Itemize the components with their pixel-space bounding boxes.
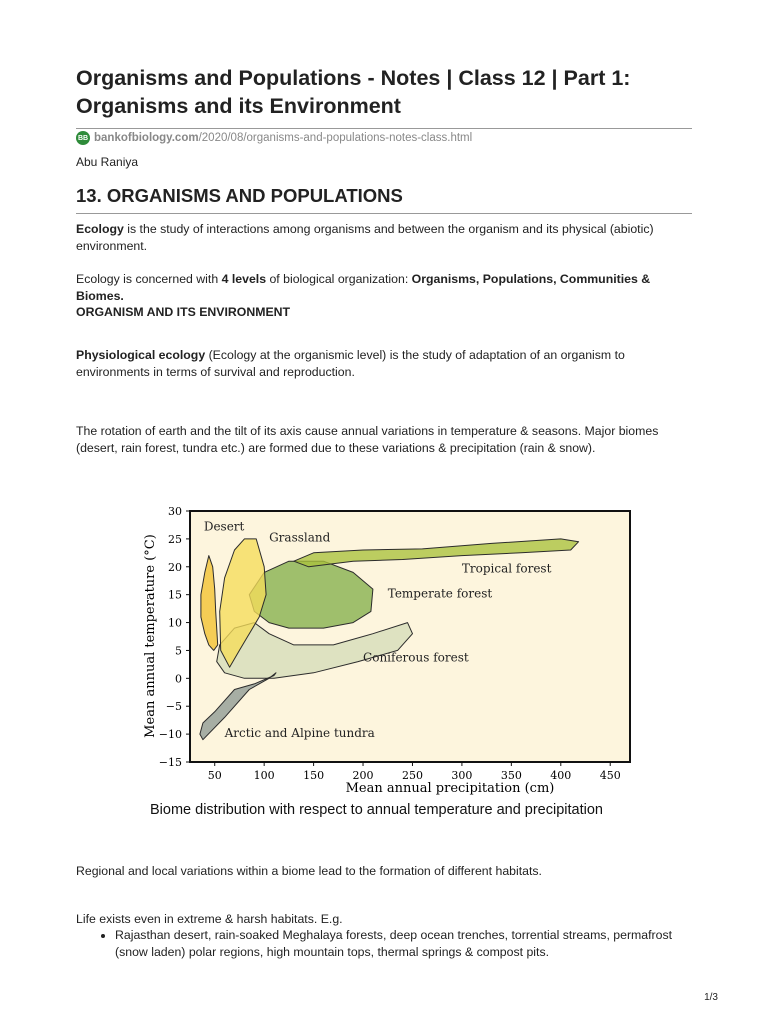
title-divider [76,128,692,129]
region-label: Coniferous forest [363,650,469,665]
y-tick-label: −15 [158,756,182,769]
region-label: Grassland [269,530,331,545]
list-item: • Rajasthan desert, rain-soaked Meghalaya forests, deep ocean trenches, torrential streams, permafrost (snow laden) polar regions, high mountain tops, thermal springs & compost pits. [115,927,705,960]
region-label: Temperate forest [387,586,493,601]
x-tick-label: 300 [451,769,473,782]
y-tick-label: −5 [165,700,182,714]
biome-intro: The rotation of earth and the tilt of its axis cause annual variations in temperature & seasons. Major biomes (desert, rain forest, tundra etc.) are formed due to these variations & precipitation (rain & snow). [76,424,659,455]
ecology-term: Ecology [76,222,124,236]
extreme-habitats-list [100,927,705,960]
levels-mid: of biological organization: [266,272,412,286]
physiological-ecology [76,347,686,380]
x-tick-label: 350 [500,769,522,782]
y-tick-label: 25 [168,532,182,546]
y-tick-label: 5 [175,644,182,658]
y-tick-label: 20 [168,560,182,574]
y-tick-label: 0 [175,672,182,686]
page-number: 1/3 [704,992,718,1003]
region-label: Desert [203,519,245,534]
y-tick-label: 10 [168,616,182,630]
page-title: Organisms and Populations - Notes | Class 12 | Part 1: Organisms and its Environment [76,66,631,118]
source-domain[interactable]: bankofbiology.com [94,132,199,144]
y-tick-label: −10 [158,728,182,742]
y-axis-label: Mean annual temperature (°C) [143,534,158,738]
levels-count: 4 levels [221,272,267,286]
biome-chart [130,500,640,800]
section-heading: 13. ORGANISMS AND POPULATIONS [76,185,403,206]
x-tick-label: 200 [352,769,374,782]
subheading-organism-environment: ORGANISM AND ITS ENVIRONMENT [76,305,291,319]
section-divider [76,213,692,214]
y-tick-label: 30 [168,505,182,518]
extreme-habitats-intro: Life exists even in extreme & harsh habitats. E.g. [76,912,343,926]
x-tick-label: 450 [599,769,621,782]
region-label: Tropical forest [461,561,552,576]
x-tick-label: 150 [303,769,325,782]
x-tick-label: 250 [401,769,423,782]
physiological-ecology-text: (Ecology at the organismic level) is the study of adaptation of an organism to environments in terms of survival and reproduction. [76,348,625,379]
physiological-ecology-term: Physiological ecology [76,348,206,362]
ecology-definition [76,221,686,254]
levels-list: Organisms, Populations, Communities & Biomes. [76,272,651,303]
x-axis-label: Mean annual precipitation (cm) [345,781,555,796]
author: Abu Raniya [76,155,139,169]
x-tick-label: 100 [253,769,275,782]
site-favicon-icon: BB [76,131,90,145]
chart-caption: Biome distribution with respect to annual temperature and precipitation [150,802,603,818]
source-path[interactable]: /2020/08/organisms-and-populations-notes-class.html [198,132,473,144]
x-tick-label: 400 [550,769,572,782]
region-label: Arctic and Alpine tundra [224,725,375,740]
biome-chart-svg [130,500,640,800]
source-link[interactable] [76,131,472,145]
x-tick-label: 50 [207,769,222,782]
habitat-variation: Regional and local variations within a biome lead to the formation of different habitats. [76,864,542,878]
ecology-levels [76,271,686,321]
ecology-definition-text: is the study of interactions among organisms and between the organism and its physical (abiotic) environment. [76,222,654,253]
y-tick-label: 15 [168,588,182,602]
levels-intro: Ecology is concerned with [76,272,222,286]
